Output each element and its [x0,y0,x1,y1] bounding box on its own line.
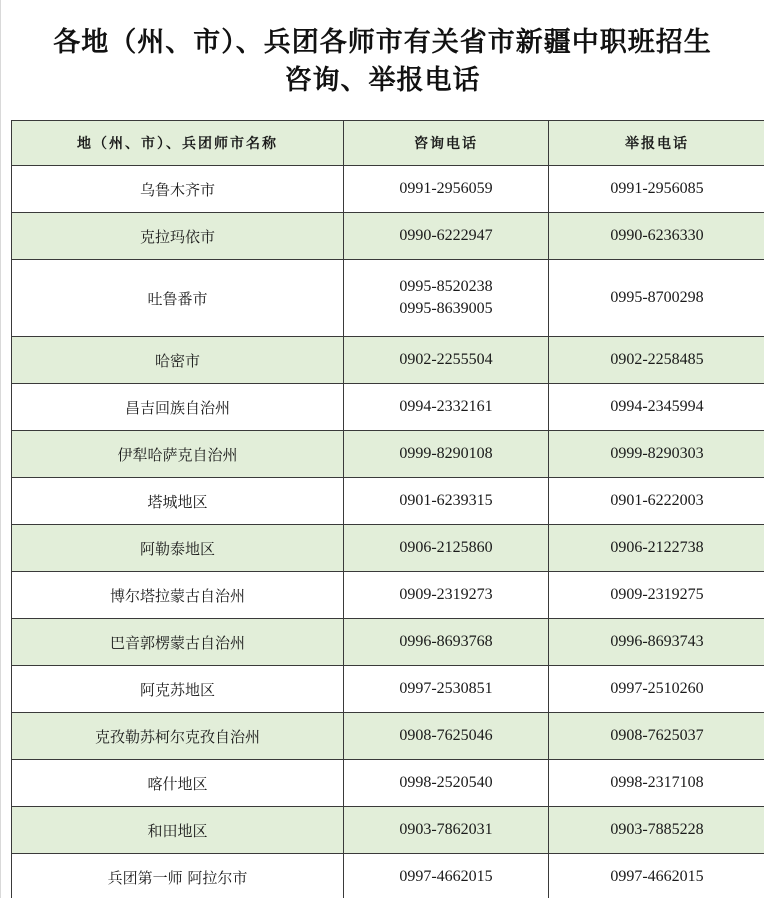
consult-phone-cell [344,166,549,213]
table-row [12,854,764,898]
consult-phone-number: 0995-8520238 [399,278,493,295]
report-phone-cell: 0991-2956085 [549,166,764,213]
table-row [12,666,764,713]
table-row [12,478,764,525]
consult-phone-cell [344,431,549,478]
report-phone-cell: 0902-2258485 [549,337,764,384]
table-row [12,431,764,478]
report-phone-cell: 0909-2319275 [549,572,764,619]
consult-phone-number: 0997-2530851 [399,680,493,697]
consult-phone-cell [344,213,549,260]
region-name-cell: 博尔塔拉蒙古自治州 [12,572,344,619]
table-row [12,166,764,213]
report-phone-cell: 0994-2345994 [549,384,764,431]
table-row [12,384,764,431]
table-header-row [12,121,764,166]
consult-phone-cell [344,525,549,572]
report-phone-cell: 0995-8700298 [549,260,764,337]
consult-phone-number: 0991-2956059 [399,180,493,197]
table-row [12,713,764,760]
table-row [12,619,764,666]
consult-phone-number: 0994-2332161 [399,398,493,415]
report-phone-cell: 0903-7885228 [549,807,764,854]
consult-phone-number: 0903-7862031 [399,821,493,838]
region-name-cell: 巴音郭楞蒙古自治州 [12,619,344,666]
report-phone-cell: 0999-8290303 [549,431,764,478]
table-row [12,525,764,572]
region-name-cell: 吐鲁番市 [12,260,344,337]
region-name-cell: 和田地区 [12,807,344,854]
consult-phone-cell [344,666,549,713]
consult-phone-number: 0995-8639005 [399,300,493,317]
consult-phone-cell [344,619,549,666]
report-phone-cell: 0996-8693743 [549,619,764,666]
consult-phone-number: 0906-2125860 [399,539,493,556]
document-title [1,0,764,120]
region-name-cell: 阿克苏地区 [12,666,344,713]
contact-table [11,120,764,898]
consult-phone-cell [344,807,549,854]
consult-phone-cell [344,713,549,760]
consult-phone-cell [344,384,549,431]
table-row [12,807,764,854]
consult-phone-number: 0997-4662015 [399,868,493,885]
region-name-cell: 克孜勒苏柯尔克孜自治州 [12,713,344,760]
table-row [12,760,764,807]
consult-phone-number: 0998-2520540 [399,774,493,791]
consult-phone-number: 0909-2319273 [399,586,493,603]
region-name-cell: 喀什地区 [12,760,344,807]
table-row [12,572,764,619]
region-name-cell: 哈密市 [12,337,344,384]
region-name-cell: 阿勒泰地区 [12,525,344,572]
region-name-cell: 伊犁哈萨克自治州 [12,431,344,478]
title-line-2: 咨询、举报电话 [284,65,481,96]
consult-phone-number: 0990-6222947 [399,227,493,244]
consult-phone-number: 0999-8290108 [399,445,493,462]
table-row [12,337,764,384]
consult-phone-number: 0902-2255504 [399,351,493,368]
header-region: 地（州、市）、兵团师市名称 [12,121,344,166]
report-phone-cell: 0998-2317108 [549,760,764,807]
report-phone-cell: 0901-6222003 [549,478,764,525]
consult-phone-cell [344,260,549,337]
consult-phone-cell [344,572,549,619]
consult-phone-number: 0901-6239315 [399,492,493,509]
header-consult-phone: 咨询电话 [344,121,549,166]
report-phone-cell: 0997-4662015 [549,854,764,898]
report-phone-cell: 0908-7625037 [549,713,764,760]
consult-phone-cell [344,478,549,525]
region-name-cell: 克拉玛依市 [12,213,344,260]
report-phone-cell: 0990-6236330 [549,213,764,260]
report-phone-cell: 0997-2510260 [549,666,764,713]
table-row [12,213,764,260]
region-name-cell: 昌吉回族自治州 [12,384,344,431]
region-name-cell: 塔城地区 [12,478,344,525]
region-name-cell: 乌鲁木齐市 [12,166,344,213]
consult-phone-cell [344,854,549,898]
consult-phone-number: 0996-8693768 [399,633,493,650]
table-row [12,260,764,337]
report-phone-cell: 0906-2122738 [549,525,764,572]
consult-phone-cell [344,760,549,807]
header-report-phone: 举报电话 [549,121,764,166]
consult-phone-cell [344,337,549,384]
consult-phone-number: 0908-7625046 [399,727,493,744]
title-line-1: 各地（州、市）、兵团各师市有关省市新疆中职班招生 [53,27,712,58]
region-name-cell: 兵团第一师 阿拉尔市 [12,854,344,898]
